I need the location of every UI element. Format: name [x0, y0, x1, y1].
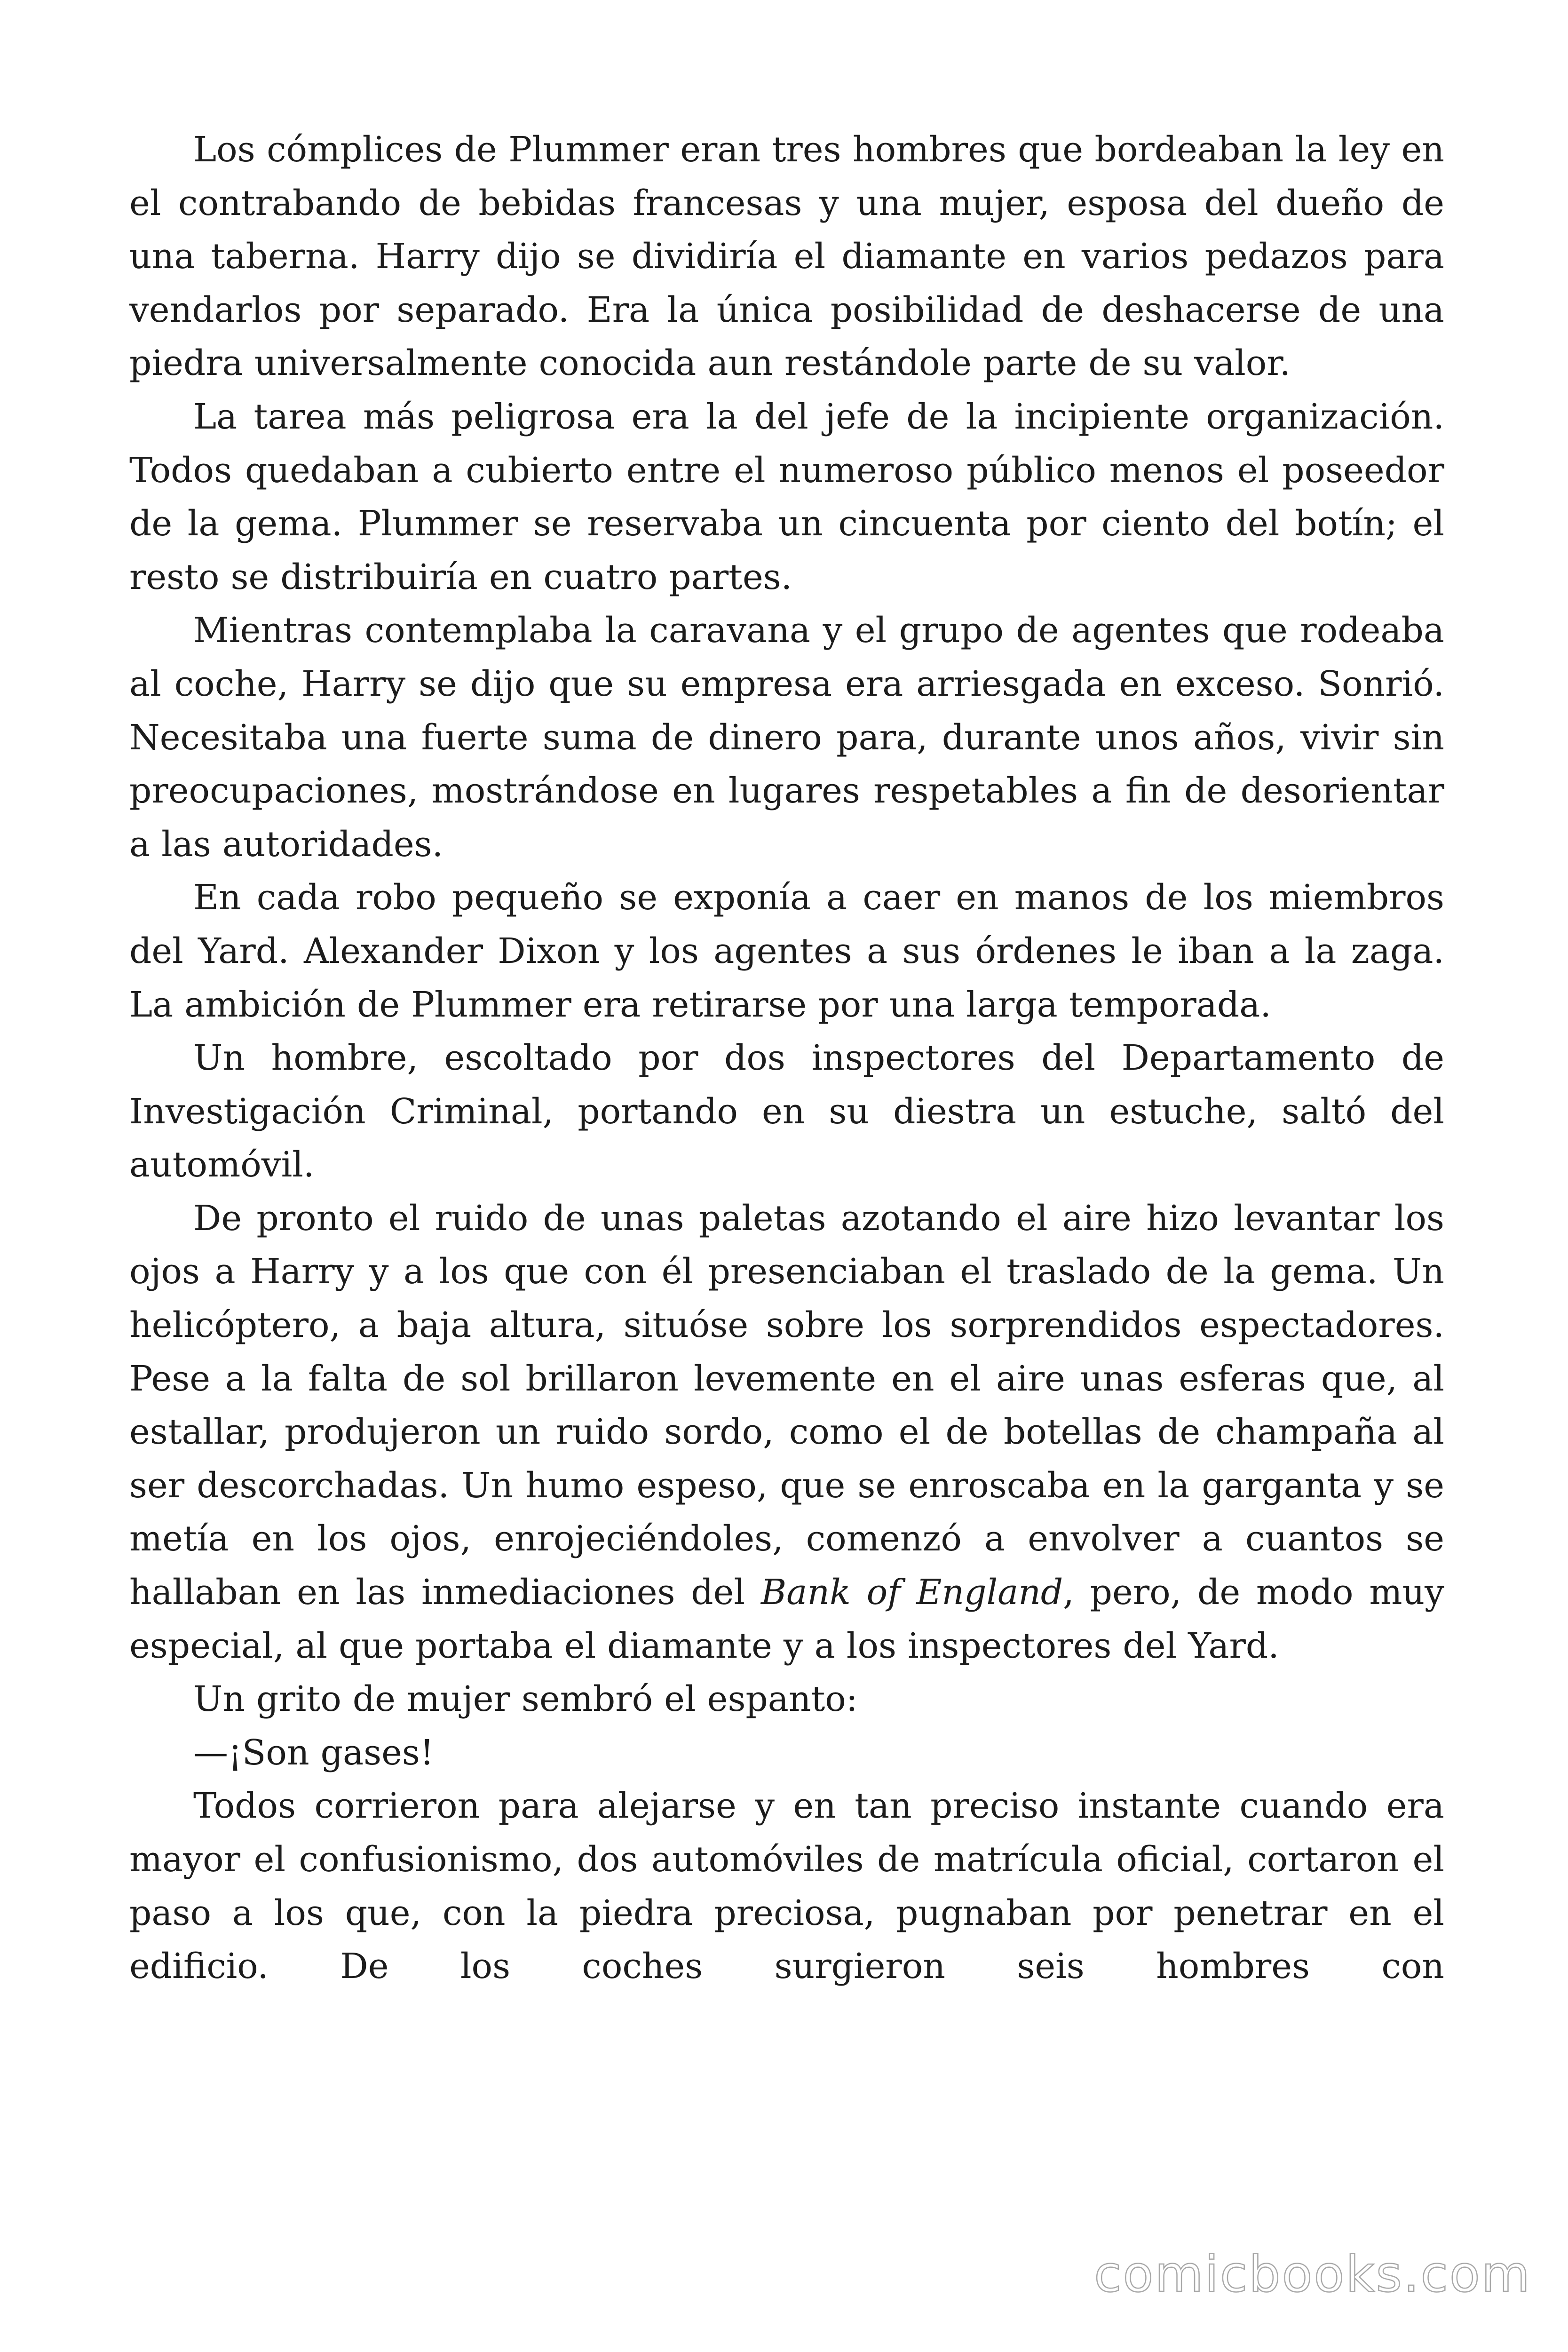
paragraph-2: La tarea más peligrosa era la del jefe de la incipiente organización. Todos quedaban a cubierto entre el numeroso público menos el poseedor de la gema. Plummer se reservaba un cincuenta por ciento del botín; el resto se distribuiría en cuatro partes.: [129, 396, 1444, 597]
paragraph-6-text-before: De pronto el ruido de unas paletas azotando el aire hizo levantar los ojos a Harry y a los que con él presenciaban el traslado de la gema. Un helicóptero, a baja altura, situóse sobre los sorprendidos espectadores. Pese a la falta de sol brillaron levemente en el aire unas esferas que, al estallar, produjeron un ruido sordo, como el de botellas de champaña al ser descorchadas. Un humo espeso, que se enroscaba en la garganta y se metía en los ojos, enrojeciéndoles, comenzó a envolver a cuantos se hallaban en las inmediaciones del: [129, 1198, 1444, 1613]
paragraph-8-dialogue: —¡Son gases!: [193, 1732, 434, 1773]
paragraph-1: Los cómplices de Plummer eran tres hombres que bordeaban la ley en el contrabando de bebidas francesas y una mujer, esposa del dueño de una taberna. Harry dijo se dividiría el diamante en varios pedazos para vendarlos por separado. Era la única posibilidad de deshacerse de una piedra universalmente conocida aun restándole parte de su valor.: [129, 129, 1444, 384]
paragraph-6-italic-bank-name: Bank of England: [760, 1572, 1063, 1613]
paragraph-5: Un hombre, escoltado por dos inspectores del Departamento de Investigación Criminal, portando en su diestra un estuche, saltó del automóvil.: [129, 1038, 1444, 1185]
page-body-text: [129, 123, 1444, 1994]
paragraph-4: En cada robo pequeño se exponía a caer en manos de los miembros del Yard. Alexander Dixon y los agentes a sus órdenes le iban a la zaga. La ambición de Plummer era retirarse por una larga temporada.: [129, 877, 1444, 1025]
paragraph-6-text-after: , pero, de modo muy especial, al que portaba el diamante y a los inspectores del Yard.: [129, 1572, 1444, 1666]
watermark-logo: comicbooks.com: [1094, 2245, 1531, 2303]
paragraph-3: Mientras contemplaba la caravana y el grupo de agentes que rodeaba al coche, Harry se dijo que su empresa era arriesgada en exceso. Sonrió. Necesitaba una fuerte suma de dinero para, durante unos años, vivir sin preocupaciones, mostrándose en lugares respetables a fin de desorientar a las autoridades.: [129, 610, 1444, 865]
paragraph-6: [129, 1192, 1444, 1673]
paragraph-9: Todos corrieron para alejarse y en tan preciso instante cuando era mayor el confusionismo, dos automóviles de matrícula oficial, cortaron el paso a los que, con la piedra preciosa, pugnaban por penetrar en el edificio. De los coches surgieron seis hombres con: [129, 1786, 1444, 1987]
paragraph-7: Un grito de mujer sembró el espanto:: [193, 1679, 858, 1720]
